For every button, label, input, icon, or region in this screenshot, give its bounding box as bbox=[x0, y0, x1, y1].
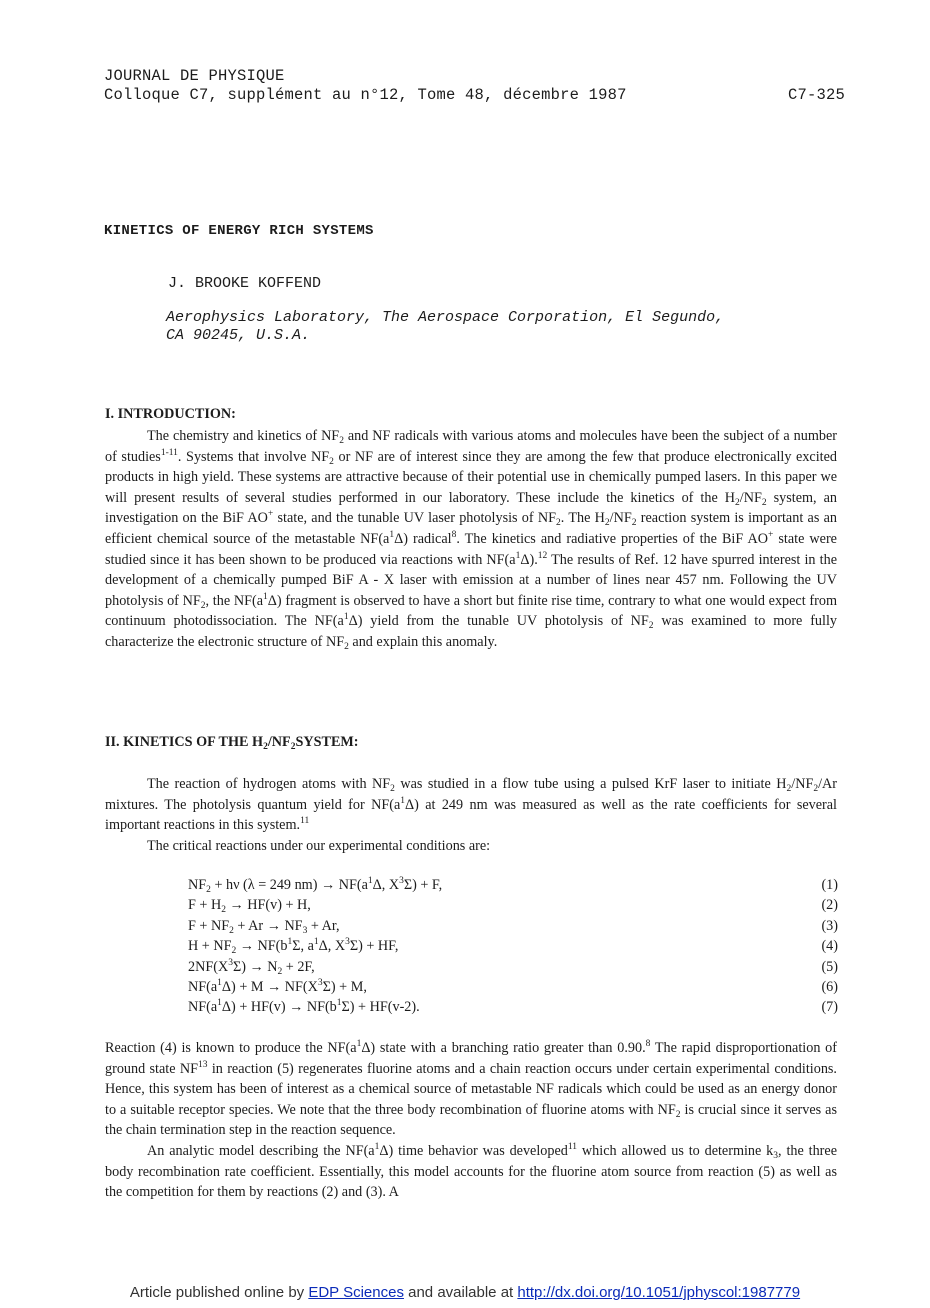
affiliation bbox=[166, 309, 724, 345]
journal-name: JOURNAL DE PHYSIQUE bbox=[104, 67, 285, 85]
reaction-4: $H + NF_2 \to NF(b^1\Sigma$, $a^1\Delta$, $X^3\Sigma$) + HF, (4) bbox=[188, 937, 838, 957]
reaction-number: (1) bbox=[821, 877, 838, 893]
reaction-number: (3) bbox=[821, 917, 838, 934]
doi-link[interactable]: http://dx.doi.org/10.1051/jphyscol:1987779 bbox=[517, 1284, 801, 1301]
page-number: C7-325 bbox=[788, 86, 846, 104]
reaction-number: (6) bbox=[821, 979, 838, 996]
reaction-1: $NF_2 + h\nu$ (λ = 249 $nm) \to NF(a^1\Delta$, $X^3\Sigma) + F$, (1) bbox=[188, 876, 838, 895]
colloque-info: Colloque C7, supplément au n°12, Tome 48, décembre 1987 bbox=[104, 86, 627, 104]
affiliation-line-2: CA 90245, U.S.A. bbox=[166, 327, 311, 344]
reaction-number: (4) bbox=[821, 938, 838, 955]
kinetics-paragraph-2: Reaction (4) is known to produce the $NF(a^1\Delta)$ state with a branching ratio greater than 0.90.$^8$ The rapid disproportionation of ground state NF$^{13}$ in reaction (5) regenerates fluorine atoms and a chain reaction occurs under certain experimental conditions. Hence, this system has been of interest as a chemical source of metastable NF radicals which could be used as an energy donor to a suitable receptor species. We note that the three body recombination of fluorine atoms with $NF_2$ is crucial since it serves as the chain termination step in the reaction sequence. An analytic model describing the $NF(a^1\Delta)$ time behavior was developed$^{11}$ which allowed us to determine $k_3$, the three body recombination rate coefficient. Essentially, this model accounts for the fluorine atom source from reaction (5) as well as the competition for them by reactions (2) and (3). A bbox=[105, 1039, 837, 1201]
reaction-number: (7) bbox=[821, 999, 838, 1016]
footer-availability: Article published online by EDP Sciences and available at http://dx.doi.org/10.1051/jphyscol:1987779 bbox=[129, 1284, 801, 1301]
introduction-paragraph: The chemistry and kinetics of $NF_2$ and NF radicals with various atoms and molecules have been the subject of a number of studies$^{1-11}$. Systems that involve $NF_2$ or NF are of interest since they are among the few that produce electronically excited products in high yield. These systems are attractive because of their potential use in chemically pumped lasers. In this paper we will present results of several studies performed in our laboratory. These include the kinetics of the $H_2/NF_2$ system, an investigation on the BiF AO+ state, and the tunable UV laser photolysis of $NF_2$. The $H_2/NF_2$ reaction system is important as an efficient chemical source of the metastable $NF(a^1\Delta)$ radical$^8$. The kinetics and radiative properties of the BiF AO+ state were studied since it has been shown to be produced via reactions with $NF(a^1\Delta).^{12}$ The results of Ref. 12 have spurred interest in the development of a chemically pumped BiF A - X laser with emission at a number of lines near 457 nm. Following the UV photolysis of $NF_2$, the $NF(a^1\Delta)$ fragment is observed to have a short but finite rise time, contrary to what one would expect from continuum photodissociation. The $NF(a^1\Delta)$ yield from the tunable UV photolysis of $NF_2$ was examined to more fully characterize the electronic structure of $NF_2$ and explain this anomaly. bbox=[105, 428, 838, 652]
kinetics-paragraph-1: The reaction of hydrogen atoms with $NF_2$ was studied in a flow tube using a pulsed KrF laser to initiate $H_2/NF_2/Ar$ mixtures. The photolysis quantum yield for $NF(a^1\Delta)$ at 249 nm was measured as well as the rate coefficients for several important reactions in this system.$^{11}$ The critical reactions under our experimental conditions are: bbox=[105, 776, 837, 854]
affiliation-line-1: Aerophysics Laboratory, The Aerospace Corporation, El Segundo, bbox=[166, 309, 725, 326]
reaction-2: $F + H_2 \to HF(v) + H$, (2) bbox=[188, 897, 838, 916]
paper-title: KINETICS OF ENERGY RICH SYSTEMS bbox=[104, 223, 374, 239]
reaction-5: $2NF(X^3\Sigma) \to N_2 + 2F$, (5) bbox=[188, 957, 838, 977]
reaction-list bbox=[188, 875, 838, 1018]
reaction-number: (2) bbox=[821, 897, 838, 914]
section-heading-introduction: I. INTRODUCTION: bbox=[105, 406, 236, 422]
author-name: J. BROOKE KOFFEND bbox=[168, 275, 322, 292]
reaction-6: $NF(a^1\Delta) + M \to NF(X^3\Sigma) + M$, (6) bbox=[188, 977, 838, 997]
edp-sciences-link[interactable]: EDP Sciences bbox=[308, 1284, 404, 1301]
reaction-3: $F + NF_2 + Ar \to NF_3 + Ar$, (3) bbox=[188, 917, 838, 936]
reaction-number: (5) bbox=[821, 958, 838, 975]
section-heading-kinetics: II. KINETICS OF THE $H_2/NF_2SYSTEM$: bbox=[105, 734, 359, 752]
reaction-7: $NF(a^1\Delta) + HF(v) \to NF(b^1\Sigma) + HF(v-2)$. (7) bbox=[188, 997, 838, 1017]
